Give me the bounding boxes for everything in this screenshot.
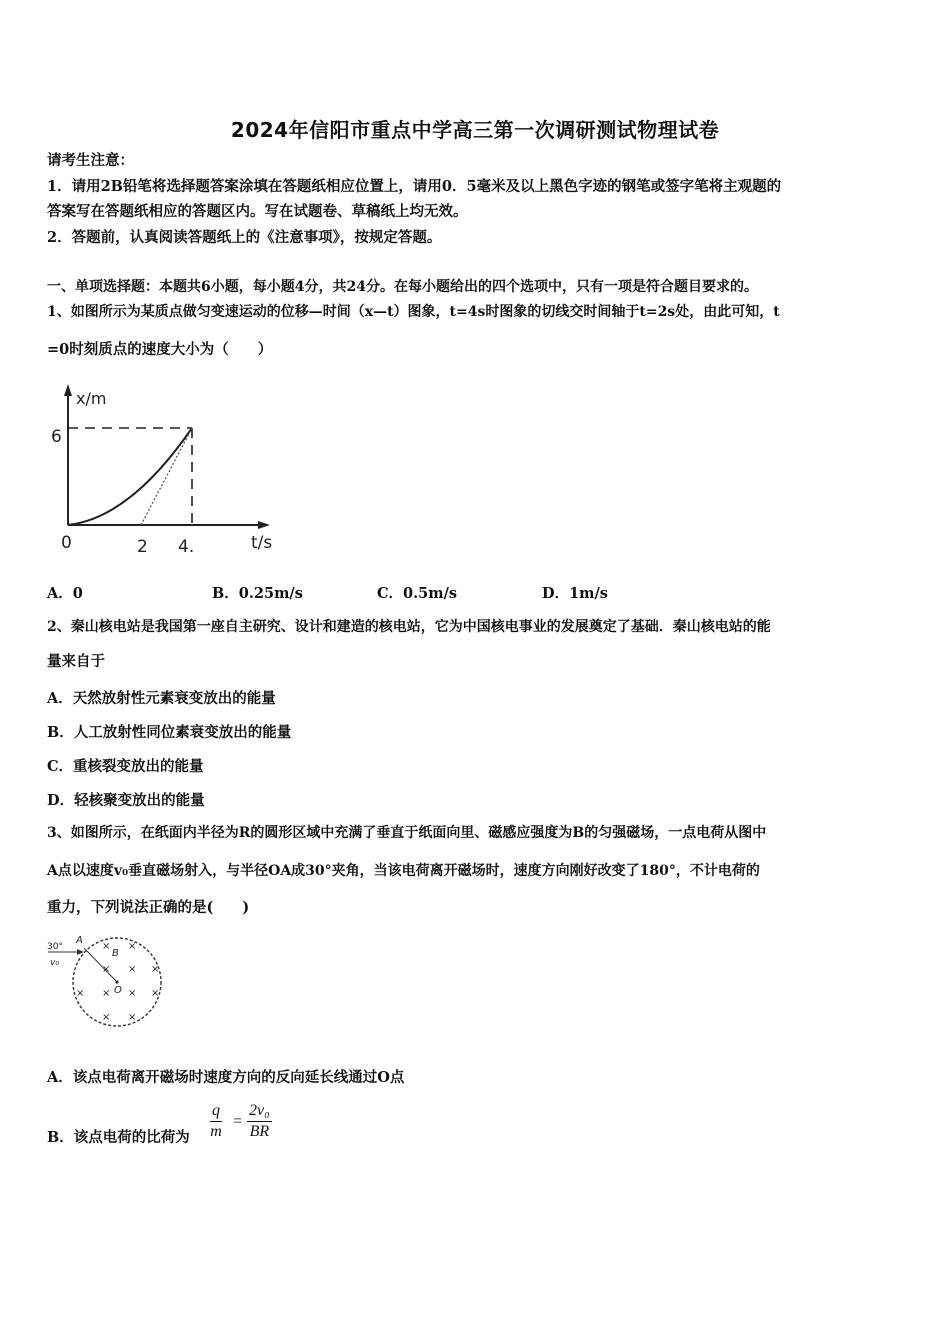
velocity-arrowhead-icon: [77, 949, 84, 955]
fraction-q-over-m: [210, 1101, 222, 1142]
q1-stem-line-1: 1、如图所示为某质点做匀变速运动的位移—时间（x—t）图象，t=4s时图象的切线交时间轴于t=2s处，由此可知，t: [47, 304, 780, 320]
q1-xt-graph: [40, 378, 300, 563]
field-label: B: [112, 948, 119, 959]
origin-label: 0: [61, 533, 72, 553]
center-label: O: [114, 985, 122, 996]
field-cross-icon: ×: [102, 1012, 111, 1023]
x-axis-label: t/s: [251, 533, 273, 553]
y-tick-6: 6: [51, 427, 62, 447]
fraction-denominator: BR: [249, 1123, 270, 1140]
field-cross-icon: ×: [128, 964, 137, 975]
field-cross-icon: ×: [102, 964, 111, 975]
point-a-label: A: [76, 935, 83, 946]
q3-option-a[interactable]: A．该点电荷离开磁场时速度方向的反向延长线通过O点: [47, 1069, 405, 1086]
field-cross-icon: ×: [102, 988, 111, 999]
q2-stem-line-2: 量来自于: [47, 653, 105, 670]
angle-label: 30°: [47, 942, 63, 952]
q1-option-a[interactable]: A．0: [47, 585, 83, 602]
x-axis-arrow-icon: [258, 521, 270, 529]
q2-option-b[interactable]: B．人工放射性同位素衰变放出的能量: [47, 724, 292, 741]
page-title: 2024年信阳市重点中学高三第一次调研测试物理试卷: [230, 118, 720, 142]
section-heading: 一、单项选择题：本题共6小题，每小题4分，共24分。在每小题给出的四个选项中，只有一项是符合题目要求的。: [47, 279, 758, 295]
field-cross-icon: ×: [102, 941, 111, 952]
q2-stem-line-1: 2、秦山核电站是我国第一座自主研究、设计和建造的核电站，它为中国核电事业的发展奠定了基础．秦山核电站的能: [47, 619, 771, 635]
q1-option-d[interactable]: D．1m/s: [542, 585, 608, 602]
field-cross-icon: ×: [128, 941, 137, 952]
q3-stem-line-2: A点以速度v₀垂直磁场射入，与半径OA成30°夹角，当该电荷离开磁场时，速度方向刚好改变了180°，不计电荷的: [47, 863, 760, 879]
field-cross-icon: ×: [151, 988, 160, 999]
q3-stem-line-1: 3、如图所示，在纸面内半径为R的圆形区域中充满了垂直于纸面向里、磁感应强度为B的匀强磁场，一点电荷从图中: [47, 825, 767, 841]
fraction-denominator: m: [210, 1123, 222, 1140]
notice-heading: 请考生注意：: [47, 152, 134, 169]
equals-sign: =: [233, 1113, 243, 1130]
q3-stem-line-3: 重力，下列说法正确的是( ): [47, 899, 250, 916]
y-axis-arrow-icon: [64, 384, 72, 396]
fraction-2v0-over-br: [247, 1101, 272, 1142]
q1-option-b[interactable]: B．0.25m/s: [212, 585, 303, 602]
field-cross-icon: ×: [128, 1012, 137, 1023]
x-tick-4: 4.: [178, 537, 195, 557]
q3-option-b[interactable]: B．该点电荷的比荷为: [47, 1129, 190, 1146]
q2-option-c[interactable]: C．重核裂变放出的能量: [47, 758, 204, 775]
q1-option-c[interactable]: C．0.5m/s: [377, 585, 458, 602]
fraction-numerator: q: [210, 1101, 222, 1122]
tangent-line: [141, 428, 192, 525]
field-cross-icon: ×: [128, 988, 137, 999]
q2-option-d[interactable]: D．轻核聚变放出的能量: [47, 792, 205, 809]
x-tick-2: 2: [137, 537, 148, 557]
notice-line-2: 答案写在答题纸相应的答题区内。写在试题卷、草稿纸上均无效。: [47, 203, 468, 220]
center-point: [115, 980, 118, 983]
field-cross-icon: ×: [76, 988, 85, 999]
notice-line-3: 2．答题前，认真阅读答题纸上的《注意事项》，按规定答题。: [47, 229, 442, 246]
fraction-numerator: 2v₀: [247, 1101, 272, 1122]
q3-magnetic-field-figure: [44, 932, 174, 1032]
y-axis-label: x/m: [76, 389, 107, 408]
field-cross-icon: ×: [151, 964, 160, 975]
notice-line-1: 1．请用2B铅笔将选择题答案涂填在答题纸相应位置上，请用0．5毫米及以上黑色字迹的钢笔或签字笔将主观题的: [47, 178, 782, 195]
q2-option-a[interactable]: A．天然放射性元素衰变放出的能量: [47, 690, 276, 707]
q1-stem-line-2: =0时刻质点的速度大小为（ ）: [47, 341, 273, 358]
velocity-label: v₀: [50, 958, 59, 968]
xt-curve: [68, 428, 192, 525]
